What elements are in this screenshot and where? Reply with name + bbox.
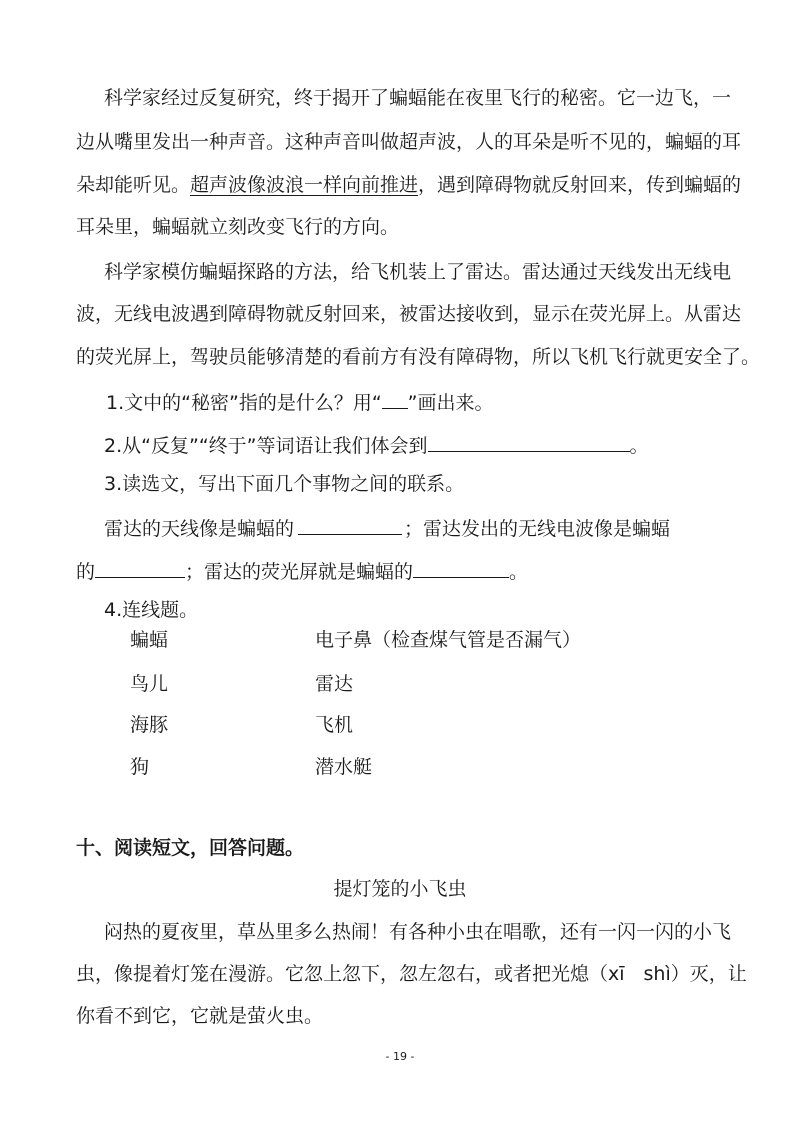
page-number: - 19 - xyxy=(385,1050,415,1063)
match-right-1[interactable]: 电子鼻（检查煤气管是否漏气） xyxy=(315,629,582,651)
question-2: 2.从“反复”“终于”等词语让我们体会到 。 xyxy=(104,431,649,458)
match-left-4[interactable]: 狗 xyxy=(130,756,150,778)
match-right-4[interactable]: 潜水艇 xyxy=(315,756,373,778)
match-left-1[interactable]: 蝙蝠 xyxy=(130,629,169,651)
underlined-phrase: 超声波像波浪一样向前推进 xyxy=(190,174,419,196)
passage1-p1-line3: 朵却能听见。超声波像波浪一样向前推进，遇到障碍物就反射回来，传到蝙蝠的 xyxy=(76,174,742,196)
passage2-line3: 你看不到它，它就是萤火虫。 xyxy=(76,1005,324,1027)
match-left-3[interactable]: 海豚 xyxy=(130,714,169,736)
passage1-p2-line2: 波，无线电波遇到障碍物就反射回来，被雷达接收到，显示在荧光屏上。从雷达 xyxy=(76,303,742,325)
passage1-p2-line3: 的荧光屏上，驾驶员能够清楚的看前方有没有障碍物，所以飞机飞行就更安全了。 xyxy=(76,346,761,368)
passage1-p2-line1: 科学家模仿蝙蝠探路的方法，给飞机装上了雷达。雷达通过天线发出无线电 xyxy=(104,261,732,283)
question-3-line2: 的 ；雷达的荧光屏就是蝙蝠的 。 xyxy=(76,557,528,584)
question-3: 3.读选文，写出下面几个事物之间的联系。 xyxy=(104,473,465,495)
passage2-line2: 虫，像提着灯笼在漫游。它忽上忽下，忽左忽右，或者把光熄（xī shì）灭，让 xyxy=(76,963,747,985)
question-4: 4.连线题。 xyxy=(104,599,199,621)
passage2-line1: 闷热的夏夜里，草丛里多么热闹！有各种小虫在唱歌，还有一闪一闪的小飞 xyxy=(104,921,732,943)
question-1: 1.文中的“秘密”指的是什么？用“ ”画出来。 xyxy=(106,388,494,415)
answer-blank-q2[interactable] xyxy=(428,431,630,452)
answer-blank-q1[interactable] xyxy=(382,388,408,409)
match-right-2[interactable]: 雷达 xyxy=(315,673,354,695)
passage1-p1-line2: 边从嘴里发出一种声音。这种声音叫做超声波，人的耳朵是听不见的，蝙蝠的耳 xyxy=(76,131,742,153)
passage1-p1-line4: 耳朵里，蝙蝠就立刻改变飞行的方向。 xyxy=(76,216,400,238)
answer-blank-radio-wave[interactable] xyxy=(95,557,185,578)
match-right-3[interactable]: 飞机 xyxy=(315,714,354,736)
section-heading: 十、阅读短文，回答问题。 xyxy=(76,837,305,859)
match-left-2[interactable]: 鸟儿 xyxy=(130,673,169,695)
answer-blank-screen[interactable] xyxy=(413,557,509,578)
passage2-title: 提灯笼的小飞虫 xyxy=(333,878,467,900)
question-3-line1: 雷达的天线像是蝙蝠的 ；雷达发出的无线电波像是蝙蝠 xyxy=(104,514,670,541)
answer-blank-antenna[interactable] xyxy=(298,514,402,535)
passage1-p1-line1: 科学家经过反复研究，终于揭开了蝙蝠能在夜里飞行的秘密。它一边飞，一 xyxy=(104,87,732,109)
